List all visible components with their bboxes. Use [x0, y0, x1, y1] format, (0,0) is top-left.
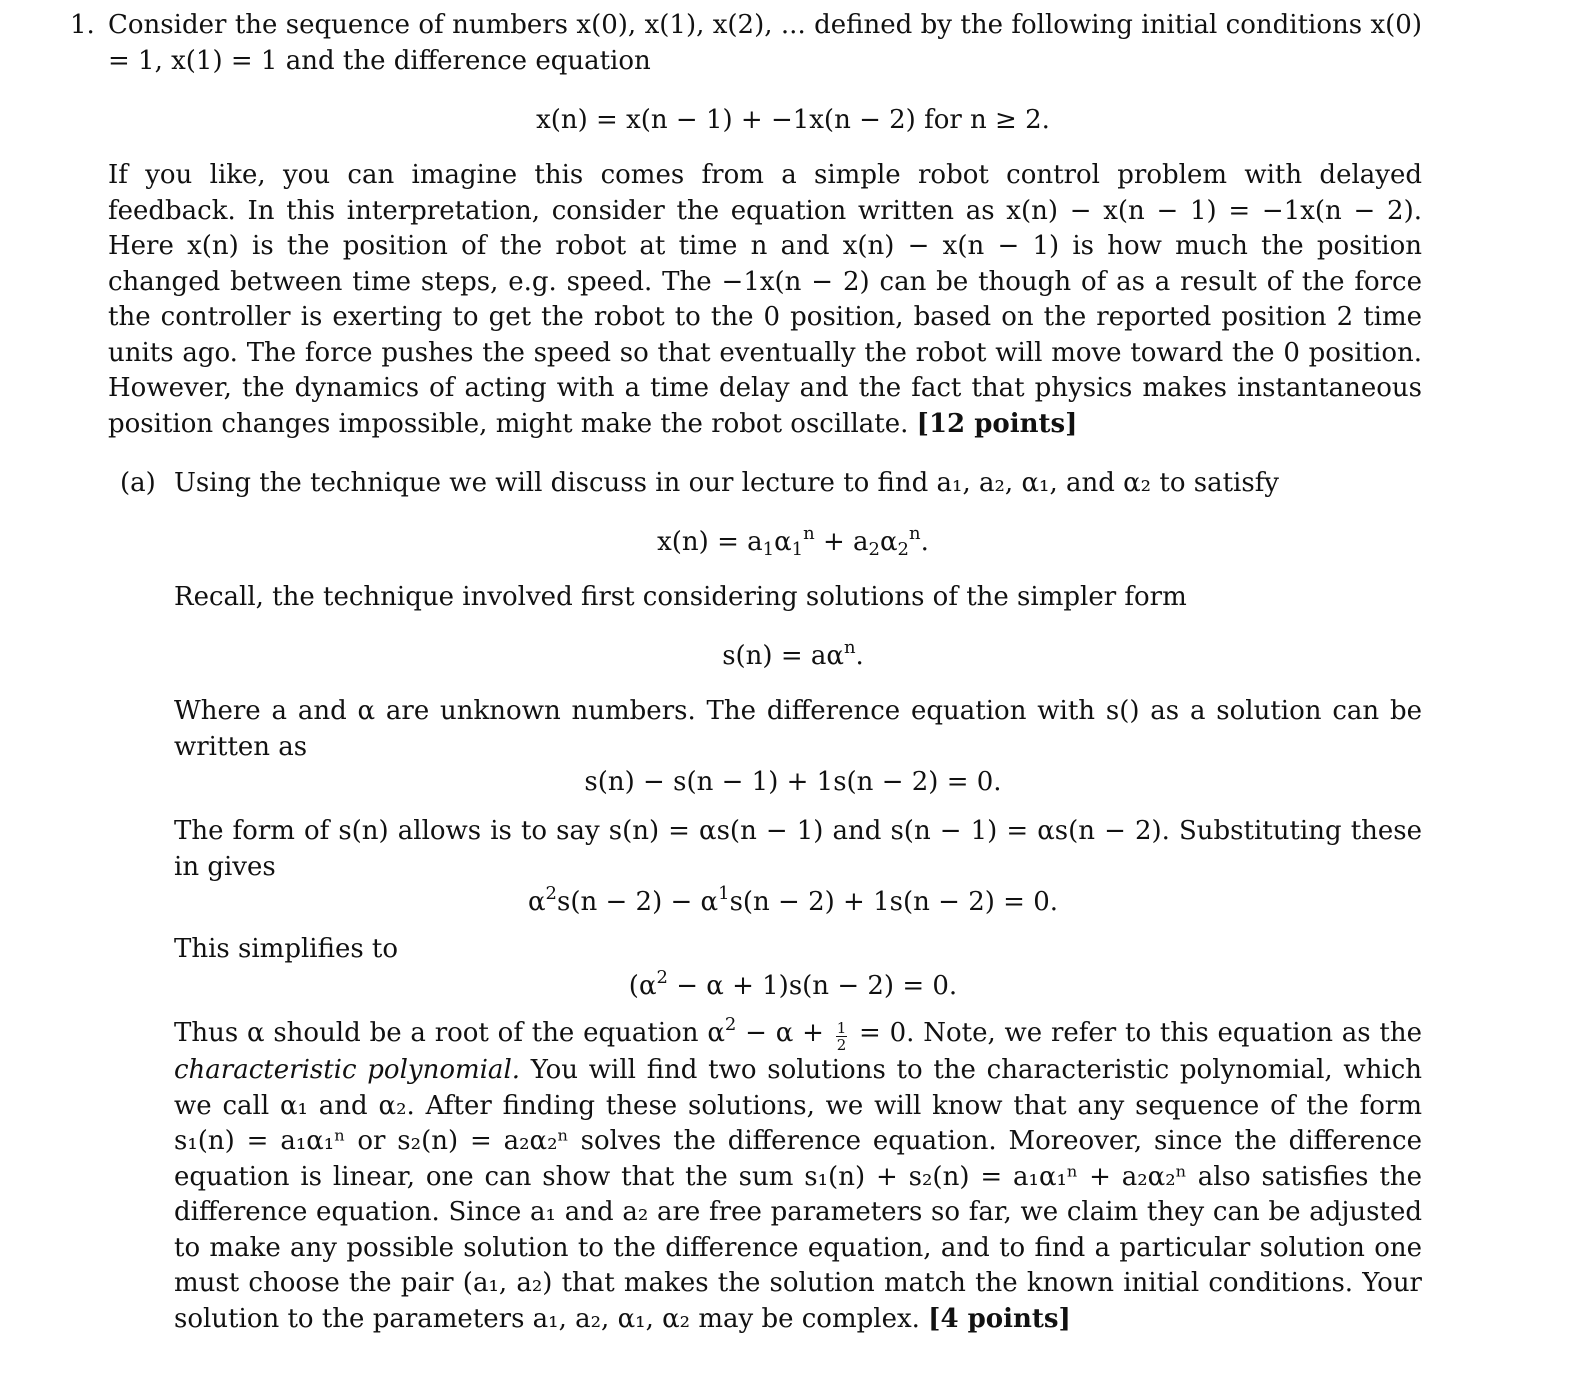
simplified-equation: $(\alpha^2 - \alpha + 1)s(n - 2) = 0$.	[628, 967, 958, 1001]
problem-intro: Consider the sequence of numbers x(0), x(1), x(2), ... defined by the following initial conditions x(0) = 1, x(1) = 1 and the difference equation	[108, 10, 1422, 76]
problem-points: [12 points]	[916, 408, 1078, 439]
main-equation: x(n) = x(n − 1) + −1x(n − 2) for n ≥ 2.	[536, 105, 1050, 135]
recall-text: Recall, the technique involved first considering solutions of the simpler form	[174, 582, 1187, 612]
characteristic-polynomial-term: characteristic polynomial.	[174, 1055, 521, 1085]
simple-form-equation: $s(n) = a\alpha^n$.	[722, 637, 864, 671]
where-text: Where a and α are unknown numbers. The difference equation with s() as a solution can be written as	[174, 696, 1422, 762]
one-half-fraction: $\frac{1}{2}$	[836, 1019, 847, 1054]
problem-number: 1.	[70, 10, 95, 40]
simplifies-text: This simplifies to	[174, 934, 399, 964]
difference-equation: s(n) − s(n − 1) + 1s(n − 2) = 0.	[584, 767, 1002, 797]
thus-paragraph: Thus α should be a root of the equation $\alpha^2 - \alpha$ + $\frac{1}{2}$ = 0. Note, we refer to this equation as the characteristic polynomial. You will find two solutions to the characteristic polynomial, which we call α₁ and α₂. After finding these solutions, we will know that any sequence of the form s₁(n) = a₁α₁ⁿ or s₂(n) = a₂α₂ⁿ solves the difference equation. Moreover, since the difference equation is linear, one can show that the sum s₁(n) + s₂(n) = a₁α₁ⁿ + a₂α₂ⁿ also satisfies the difference equation. Since a₁ and a₂ are free parameters so far, we claim they can be adjusted to make any possible solution to the difference equation, and to find a particular solution one must choose the pair (a₁, a₂) that makes the solution match the known initial conditions. Your solution to the parameters a₁, a₂, α₁, α₂ may be complex. [4 points]	[174, 1014, 1423, 1334]
part-a-label: (a)	[120, 468, 156, 498]
substituted-equation: $\alpha^2s(n - 2) - \alpha^1s(n - 2) + 1s(n - 2) = 0$.	[527, 883, 1059, 917]
robot-paragraph: If you like, you can imagine this comes from a simple robot control problem with delayed feedback. In this interpretation, consider the equation written as x(n) − x(n − 1) = −1x(n − 2). Here x(n) is the position of the robot at time n and x(n) − x(n − 1) is how much the position changed between time steps, e.g. speed. The −1x(n − 2) can be though of as a result of the force the controller is exerting to get the robot to the 0 position, based on the reported position 2 time units ago. The force pushes the speed so that eventually the robot will move toward the 0 position. However, the dynamics of acting with a time delay and the fact that physics makes instantaneous position changes impossible, might make the robot oscillate. [12 points]	[108, 160, 1422, 439]
solution-equation: $x(n) = a_1\alpha_1^n + a_2\alpha_2^n$.	[657, 523, 929, 560]
part-a-points: [4 points]	[928, 1303, 1071, 1334]
form-text: The form of s(n) allows is to say s(n) = αs(n − 1) and s(n − 1) = αs(n − 2). Substituting these in gives	[174, 816, 1422, 882]
part-a-text: Using the technique we will discuss in our lecture to find a₁, a₂, α₁, and α₂ to satisfy	[174, 468, 1279, 498]
